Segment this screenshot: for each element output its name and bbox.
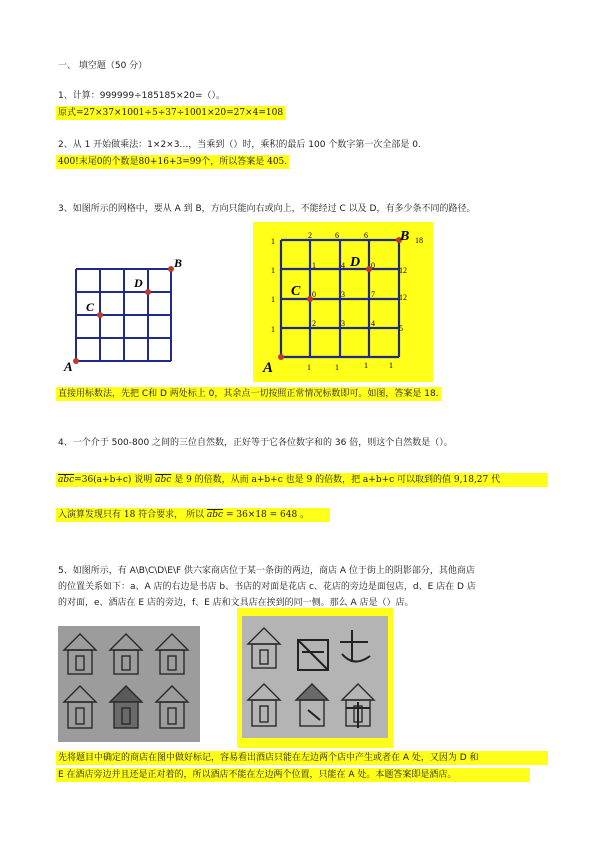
right-label-a: A [263,360,274,376]
left-label-d: D [134,276,143,290]
left-point-a [73,358,79,364]
right-top-2: 6 [335,231,339,240]
q4-abc-3: $\overline{abc}$ [206,510,224,520]
house-icon-shaded [110,686,142,728]
house-icon [156,634,188,674]
right-bottom-1: 1 [307,363,311,372]
right-right-2: 12 [399,293,407,302]
left-label-a: A [64,359,73,374]
house-icon-shaded [296,684,328,726]
right-right-1: 12 [399,266,407,275]
handwritten-marks [298,630,370,728]
q4-answer-line2 [56,508,330,522]
left-label-c: C [86,300,95,314]
left-point-d [145,289,151,295]
right-right-3: 5 [399,324,403,333]
house-icon [64,634,96,674]
house-icon [110,634,142,674]
right-r2-3: 0 [371,261,375,270]
section-title: 一、 填空题（50 分） [58,61,148,71]
right-left-4: 1 [271,325,275,334]
q3-answer: 直接用标数法，先把 C和 D 两处标上 0，其余点一切按照正常情况标数即可。如图，答案是 18. [58,389,439,399]
right-bottom-4: 1 [389,361,393,370]
q5-answer-line2: E 在酒店旁边并且还是正对着的，所以酒店不能在左边两个位置，只能在 A 处。本题答案即是酒店。 [56,768,530,782]
right-top-1: 2 [308,231,312,240]
q5-left-photo [58,626,200,742]
right-top-3: 6 [364,231,368,240]
q4-answer-line1 [56,473,548,487]
house-icon [156,686,188,728]
q4-ans-2b: = 36×18 = 648 。 [223,510,310,520]
q4-ans-2a: 入演算发现只有 18 符合要求， 所以 [58,510,207,520]
q5-question-line1: 5、如图所示，有 A\B\C\D\E\F 供六家商店位于某一条街的两边，商店 A 位于街上的阴影部分，其他商店 [58,566,475,576]
q5-right-photo [242,616,388,738]
right-bottom-3: 1 [364,361,368,370]
q2-question: 2、从 1 开始做乘法：1×2×3…，当乘到（）时，乘积的最后 100 个数字第一次全部是 0. [58,140,421,150]
right-r2-2: 4 [341,261,345,270]
q5-question-line2: 的位置关系如下：a、A 店的右边是书店 b、书店的对面是花店 c、花店的旁边是面包店，d、E 店在 D 店 [58,582,476,592]
right-point-a [278,354,284,360]
right-label-d: D [350,255,361,270]
q3-question: 3、如图所示的网格中，要从 A 到 B，方向只能向右或向上，不能经过 C 以及 D，有多少条不同的路径。 [58,204,476,214]
q2-answer: 400!末尾0的个数是80+16+3=99个，所以答案是 405. [58,157,288,167]
house-icon [64,686,96,728]
q4-question: 4、一个介于 500-800 之间的三位自然数，正好等于它各位数字和的 36 倍，则这个自然数是（）。 [58,438,453,448]
right-r4-3: 4 [371,319,375,328]
right-bottom-2: 1 [335,363,339,372]
right-r4-2: 3 [341,319,345,328]
right-label-c: C [291,284,301,299]
right-r3-3: 7 [371,290,375,299]
right-grid-figure [253,222,433,382]
right-label-b: B [400,229,410,244]
q4-ans-1b: 是 9 的倍数，从而 a+b+c 也是 9 的倍数，把 a+b+c 可以取到的值 9,18,27 代 [171,475,501,485]
q1-question: 1、计算：999999÷185185×20=（）。 [58,91,226,101]
left-grid-figure [60,255,190,375]
right-b-value: 18 [415,236,423,245]
right-left-2: 1 [271,266,275,275]
left-point-c [97,312,103,318]
right-r4-1: 2 [312,319,316,328]
q4-ans-1a: =36(a+b+c) 说明 [74,475,156,485]
house-icon [248,628,280,668]
q1-answer: 原式=27×37×1001÷5÷37÷1001×20=27×4=108 [58,108,284,118]
right-r3-2: 3 [341,290,345,299]
q4-abc-1: $\overline{abc}$ [58,475,75,485]
right-r2-1: 1 [312,261,316,270]
q4-abc-2: $\overline{abc}$ [155,475,172,485]
left-label-b: B [174,256,183,270]
right-left-3: 1 [271,295,275,304]
house-icon [248,684,280,726]
right-left-1: 1 [271,237,275,246]
q5-answer-line1: 先将题目中确定的商店在图中做好标记，容易看出酒店只能在左边两个店中产生或者在 A 处，又因为 D 和 [56,751,548,765]
q5-question-line3: 的对面，e、酒店在 E 店的旁边，f、E 店和文具店在挨到的同一侧。那么 A 店是（）店。 [58,598,414,608]
right-r3-1: 0 [312,290,316,299]
